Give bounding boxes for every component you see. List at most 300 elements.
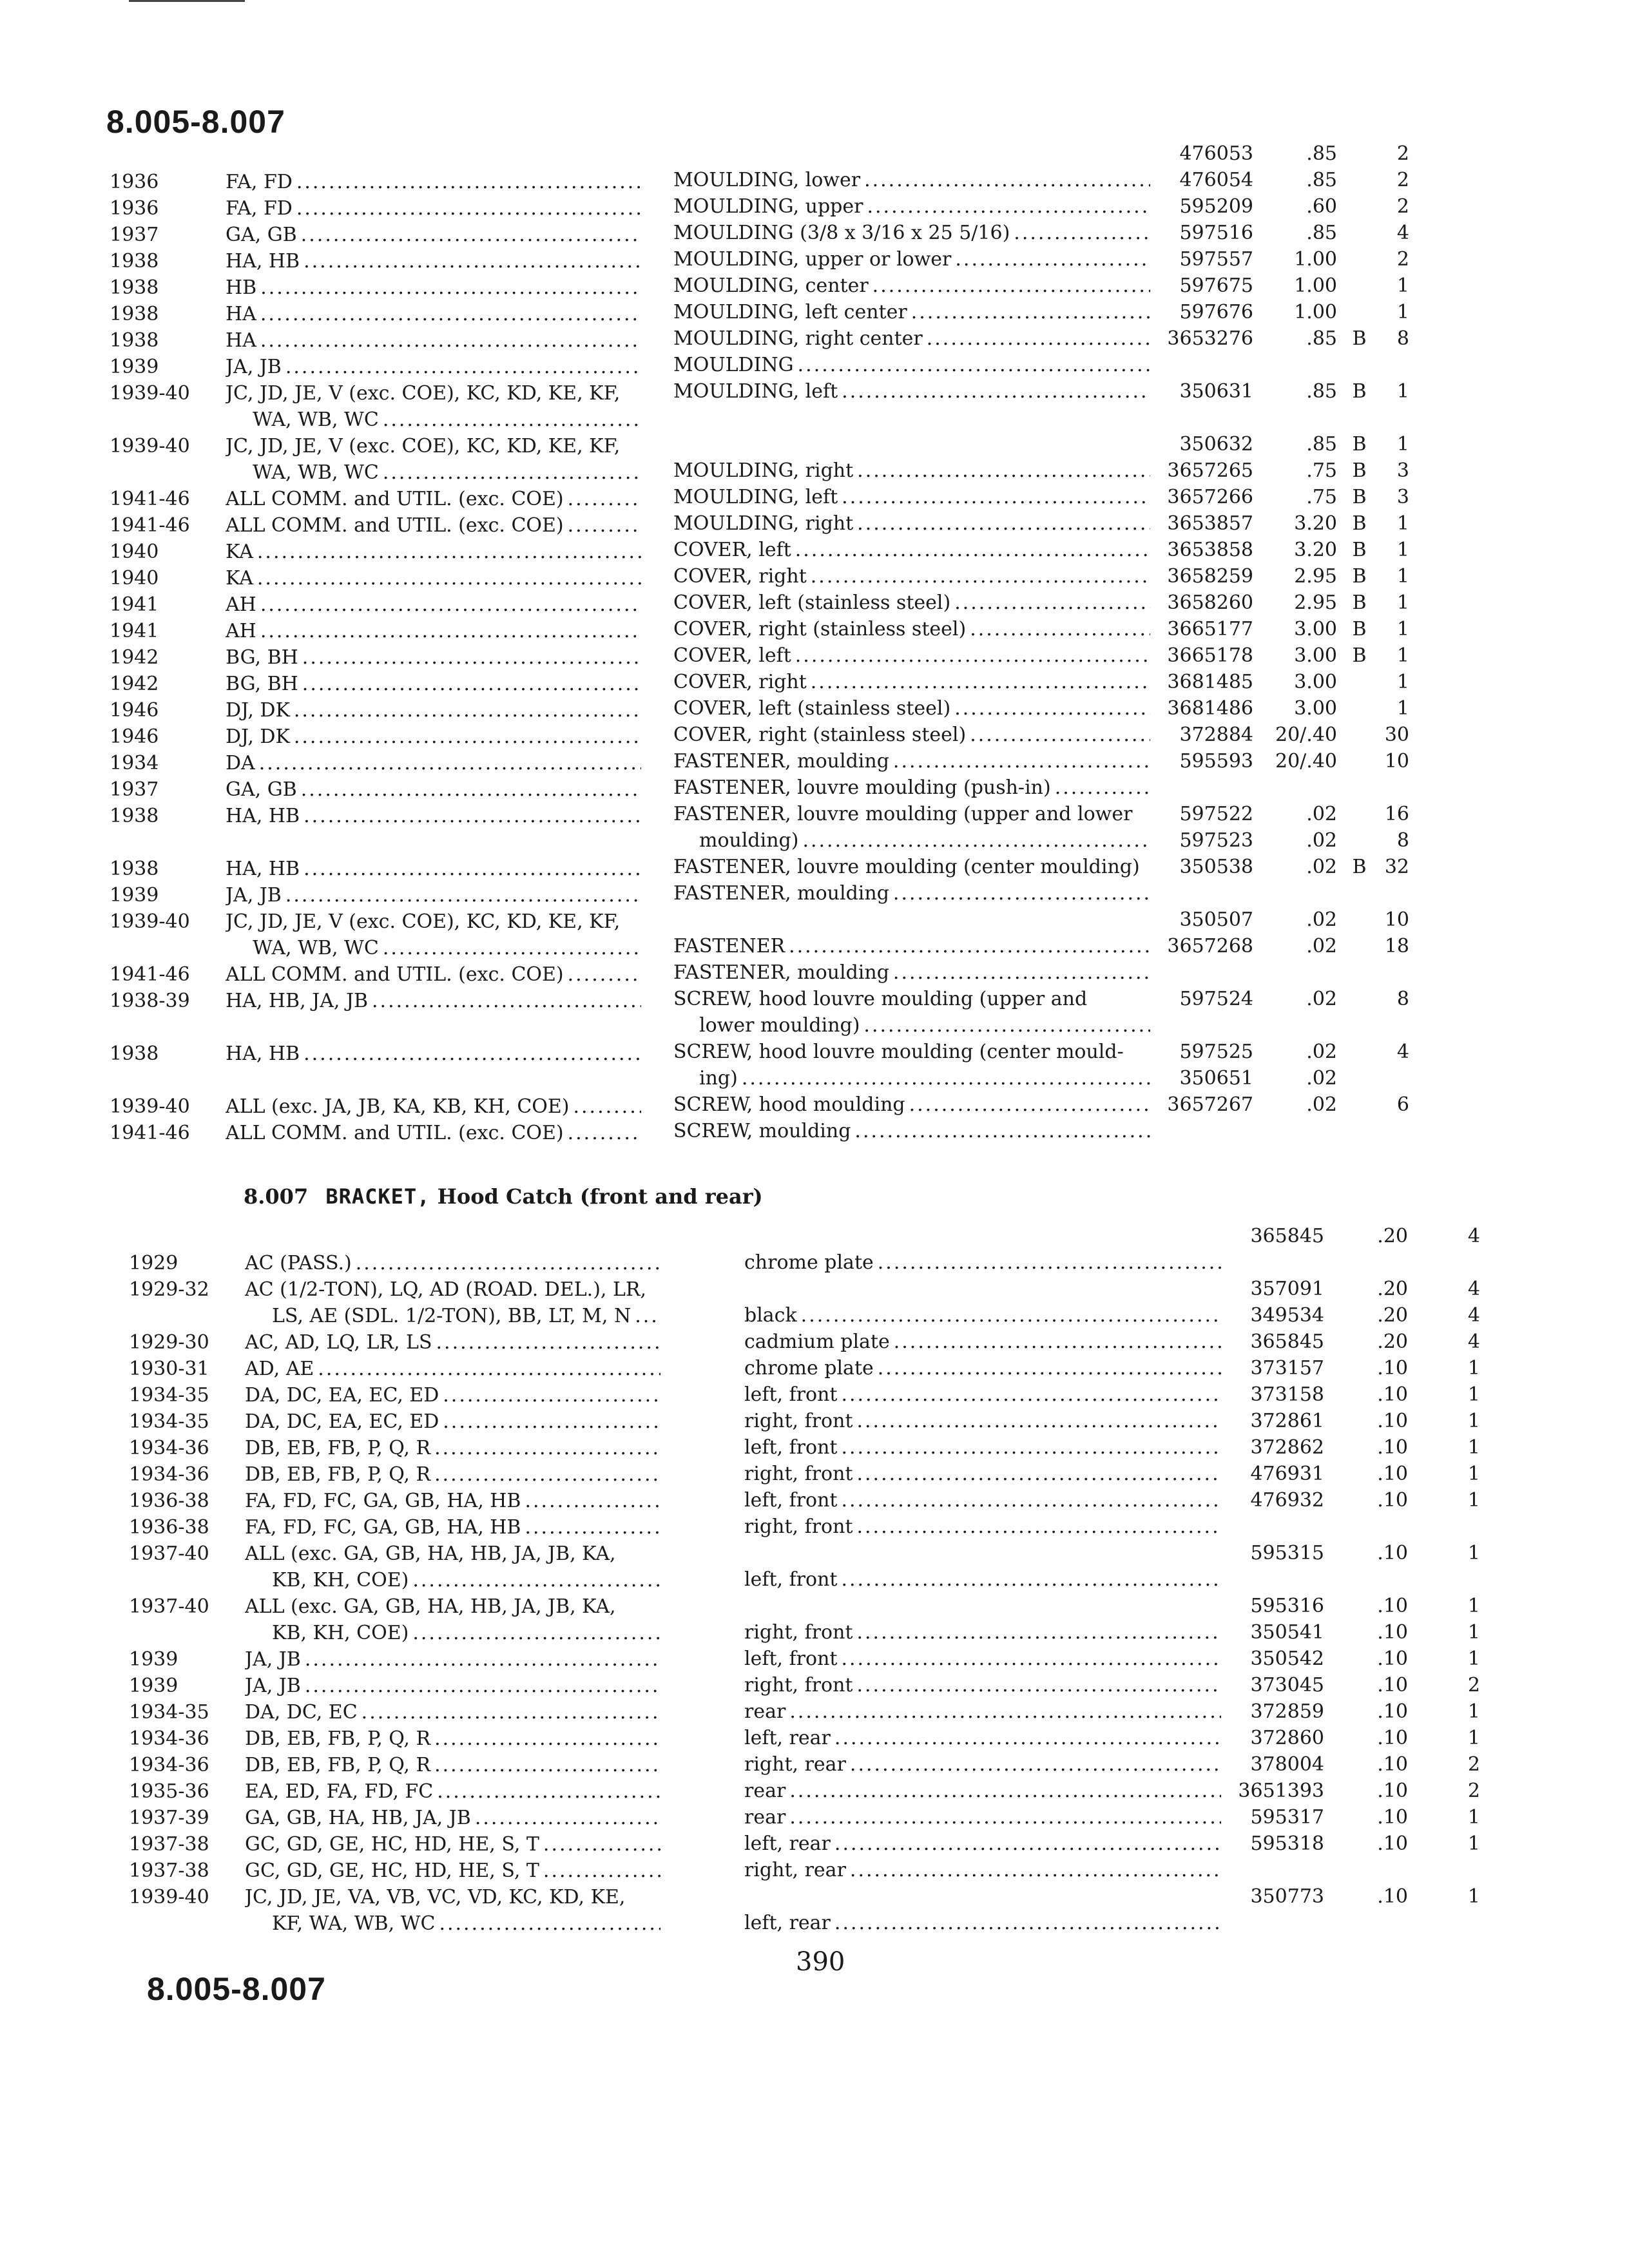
model-codes: KB, KH, COE) <box>272 1569 409 1591</box>
dot-leader <box>434 1461 660 1488</box>
part-description-cell <box>673 1091 1150 1118</box>
part-description: right, front <box>744 1410 853 1432</box>
part-row <box>673 669 1460 695</box>
part-row <box>673 484 1460 510</box>
quantity: 1 <box>1467 1648 1480 1670</box>
list-price: .20 <box>1377 1278 1408 1300</box>
dot-leader <box>259 750 641 776</box>
dot-leader <box>795 642 1150 669</box>
model-codes-cell <box>226 644 641 671</box>
quantity: 6 <box>1396 1093 1409 1116</box>
list-price: .10 <box>1377 1885 1408 1908</box>
model-codes-cell <box>245 1541 660 1567</box>
model-year: 1937-38 <box>129 1860 209 1882</box>
model-year: 1942 <box>110 673 159 695</box>
part-number: 372862 <box>1250 1436 1324 1459</box>
part-number: 3657267 <box>1167 1093 1253 1116</box>
list-price: .75 <box>1306 486 1337 508</box>
model-year: 1939-40 <box>110 1095 190 1118</box>
part-description: COVER, right <box>673 565 807 588</box>
list-price: .02 <box>1306 908 1337 931</box>
scan-edge-line <box>129 0 245 2</box>
model-codes-cell <box>245 1461 660 1488</box>
part-number: 3658259 <box>1167 565 1253 588</box>
applicability-row <box>129 1382 683 1408</box>
part-row <box>673 299 1460 325</box>
dot-leader <box>296 195 641 222</box>
list-price: .10 <box>1377 1700 1408 1723</box>
dot-leader <box>301 222 641 248</box>
model-year: 1934-35 <box>129 1701 209 1724</box>
dot-leader <box>742 1065 1150 1091</box>
quantity: 2 <box>1467 1753 1480 1776</box>
part-number: 597676 <box>1179 301 1253 323</box>
model-year: 1937-40 <box>129 1542 209 1565</box>
list-price: .10 <box>1377 1832 1408 1855</box>
dot-leader <box>867 193 1150 220</box>
dot-leader <box>841 1487 1221 1514</box>
dot-leader <box>798 352 1150 378</box>
part-number: 597522 <box>1179 803 1253 825</box>
part-description: left, front <box>744 1489 838 1512</box>
model-year: 1934-36 <box>129 1437 209 1459</box>
model-codes-cell <box>226 591 641 618</box>
part-number: 3681485 <box>1167 671 1253 693</box>
quantity: 2 <box>1467 1674 1480 1696</box>
part-description-cell <box>744 1698 1221 1725</box>
dot-leader <box>789 933 1150 959</box>
part-number: 3665178 <box>1167 644 1253 667</box>
list-price: .10 <box>1377 1674 1408 1696</box>
part-row <box>673 193 1460 220</box>
applicability-row <box>129 1356 683 1382</box>
dot-leader <box>635 1303 660 1329</box>
quantity: 1 <box>1396 671 1409 693</box>
part-description: MOULDING <box>673 354 794 376</box>
applicability-row <box>110 776 664 803</box>
list-price: 2.95 <box>1294 565 1337 588</box>
applicability-row <box>110 856 664 882</box>
applicability-row <box>110 380 664 407</box>
part-number: 595593 <box>1179 750 1253 773</box>
part-description: left, front <box>744 1648 838 1670</box>
dot-leader <box>568 486 641 512</box>
dot-leader <box>434 1725 660 1752</box>
dot-leader <box>260 618 641 644</box>
quantity: 1 <box>1396 644 1409 667</box>
model-codes-cell <box>245 1910 660 1937</box>
applicability-row <box>110 618 664 644</box>
part-number: 595316 <box>1250 1595 1324 1617</box>
model-codes-cell <box>245 1699 660 1725</box>
part-number: 3653857 <box>1167 512 1253 535</box>
model-codes: JA, JB <box>245 1648 301 1671</box>
part-number: 3653276 <box>1167 327 1253 350</box>
dot-leader <box>878 1249 1221 1276</box>
dot-leader <box>568 512 641 539</box>
model-codes: DB, EB, FB, P, Q, R <box>245 1727 431 1750</box>
part-number: 3681486 <box>1167 697 1253 720</box>
quantity: 1 <box>1396 618 1409 640</box>
dot-leader <box>568 961 641 988</box>
part-description: left, rear <box>744 1832 831 1855</box>
quantity: 1 <box>1396 380 1409 403</box>
list-price: 1.00 <box>1294 248 1337 271</box>
model-codes-cell <box>226 856 641 882</box>
part-row <box>673 827 1460 854</box>
part-description: MOULDING, upper or lower <box>673 248 952 271</box>
part-description-cell <box>673 774 1150 801</box>
applicability-row <box>110 935 664 961</box>
quantity: 2 <box>1467 1780 1480 1802</box>
model-codes: ALL COMM. and UTIL. (exc. COE) <box>226 488 564 510</box>
model-codes-cell <box>226 248 641 274</box>
applicability-row <box>129 1620 683 1646</box>
part-description: chrome plate <box>744 1357 874 1379</box>
applicability-row <box>129 1435 683 1461</box>
list-price: .20 <box>1377 1225 1408 1247</box>
model-codes: HA <box>226 303 256 325</box>
part-number: 3651393 <box>1238 1780 1324 1802</box>
model-year: 1938 <box>110 276 159 299</box>
quantity: 1 <box>1396 539 1409 561</box>
model-year: 1937-40 <box>129 1595 209 1618</box>
model-codes: GC, GD, GE, HC, HD, HE, S, T <box>245 1860 539 1882</box>
model-codes: AC (PASS.) <box>245 1252 352 1274</box>
dot-leader <box>434 1752 660 1778</box>
applicability-row <box>129 1831 683 1858</box>
dot-leader <box>1055 774 1150 801</box>
model-year: 1929-32 <box>129 1278 209 1301</box>
applicability-row <box>129 1673 683 1699</box>
dot-leader <box>863 1012 1150 1039</box>
part-row <box>744 1910 1530 1936</box>
part-number: 476932 <box>1250 1489 1324 1512</box>
model-codes-cell <box>226 539 641 565</box>
model-codes-cell <box>245 1567 660 1593</box>
model-year: 1934-36 <box>129 1754 209 1776</box>
quantity: 10 <box>1384 750 1409 773</box>
applicability-row <box>129 1461 683 1488</box>
quantity: 1 <box>1396 512 1409 535</box>
quantity: 1 <box>1467 1489 1480 1512</box>
dot-leader <box>543 1831 660 1858</box>
quantity: 2 <box>1396 169 1409 191</box>
part-description-cell <box>673 325 1150 352</box>
part-number: 595209 <box>1179 195 1253 218</box>
dot-leader <box>302 644 641 671</box>
model-codes: HA, HB <box>226 858 300 880</box>
model-codes-cell <box>226 671 641 697</box>
applicability-row <box>129 1699 683 1725</box>
model-codes-cell <box>226 776 641 803</box>
dot-leader <box>412 1567 660 1593</box>
model-year: 1929 <box>129 1252 178 1274</box>
dot-leader <box>305 1646 660 1673</box>
model-codes: GA, GB, HA, HB, JA, JB <box>245 1807 471 1829</box>
list-price: .02 <box>1306 988 1337 1010</box>
part-description-cell <box>744 1566 1221 1593</box>
part-row <box>744 1672 1530 1698</box>
part-description: black <box>744 1304 797 1327</box>
dot-leader <box>305 1673 660 1699</box>
part-description-cell <box>673 537 1150 563</box>
dot-leader <box>841 1646 1221 1672</box>
dot-leader <box>437 1778 660 1805</box>
model-year: 1938 <box>110 329 159 352</box>
part-row <box>673 431 1460 457</box>
part-row <box>673 167 1460 193</box>
model-codes-cell <box>245 1725 660 1752</box>
part-number: 476054 <box>1179 169 1253 191</box>
applicability-row <box>110 961 664 988</box>
model-codes: HA, HB <box>226 805 300 827</box>
part-row <box>673 405 1460 431</box>
model-year: 1940 <box>110 541 159 563</box>
quantity: 4 <box>1467 1225 1480 1247</box>
dot-leader <box>296 169 641 195</box>
quantity: 4 <box>1467 1278 1480 1300</box>
quantity: 1 <box>1467 1727 1480 1749</box>
applicability-row <box>110 539 664 565</box>
dot-leader <box>372 988 641 1014</box>
model-codes-cell <box>226 354 641 380</box>
quantity: 1 <box>1467 1595 1480 1617</box>
part-row <box>673 1012 1460 1039</box>
dot-leader <box>841 1566 1221 1593</box>
quantity: 1 <box>1467 1806 1480 1829</box>
part-description-cell <box>744 1381 1221 1408</box>
part-description-cell <box>673 880 1150 907</box>
part-description-cell <box>744 1725 1221 1751</box>
part-description-cell <box>673 748 1150 774</box>
part-description-cell <box>673 986 1150 1012</box>
list-price: 3.00 <box>1294 697 1337 720</box>
part-description: left, rear <box>744 1727 831 1749</box>
dot-leader <box>475 1805 660 1831</box>
part-row <box>744 1646 1530 1672</box>
part-description: moulding) <box>699 829 799 852</box>
model-year: 1937 <box>110 778 159 801</box>
part-row <box>744 1276 1530 1302</box>
part-row <box>744 1566 1530 1593</box>
model-codes-cell <box>226 222 641 248</box>
part-number: 3665177 <box>1167 618 1253 640</box>
part-description-cell <box>673 563 1150 590</box>
applicability-row <box>110 908 664 935</box>
dot-leader <box>927 325 1150 352</box>
part-description: COVER, right (stainless steel) <box>673 618 967 640</box>
section1-applicability-column <box>110 169 664 1146</box>
dot-leader <box>304 248 641 274</box>
model-codes-cell <box>226 380 641 407</box>
part-number: 349534 <box>1250 1304 1324 1327</box>
applicability-row <box>110 829 664 856</box>
applicability-row <box>110 486 664 512</box>
applicability-row <box>129 1884 683 1910</box>
part-description: left, front <box>744 1568 838 1591</box>
part-number: 597557 <box>1179 248 1253 271</box>
part-row <box>744 1831 1530 1857</box>
quantity: 4 <box>1396 222 1409 244</box>
applicability-row <box>129 1250 683 1276</box>
applicability-row <box>129 1910 683 1937</box>
quantity: 18 <box>1384 935 1409 957</box>
model-codes: FA, FD, FC, GA, GB, HA, HB <box>245 1490 521 1512</box>
part-description: MOULDING, center <box>673 274 869 297</box>
dot-leader <box>789 1698 1221 1725</box>
group-code: B <box>1352 856 1367 878</box>
part-description: COVER, left <box>673 539 791 561</box>
dot-leader <box>434 1435 660 1461</box>
quantity: 4 <box>1396 1041 1409 1063</box>
model-codes: WA, WB, WC <box>253 461 379 484</box>
part-description: SCREW, hood moulding <box>673 1093 905 1116</box>
model-codes: DA, DC, EC <box>245 1701 358 1724</box>
group-code: B <box>1352 539 1367 561</box>
part-description: SCREW, moulding <box>673 1120 851 1142</box>
part-number: 3657266 <box>1167 486 1253 508</box>
quantity: 1 <box>1396 697 1409 720</box>
dot-leader <box>304 856 641 882</box>
part-number: 597525 <box>1179 1041 1253 1063</box>
model-codes: BG, BH <box>226 673 298 695</box>
part-row <box>673 801 1460 827</box>
list-price: .85 <box>1306 222 1337 244</box>
dot-leader <box>356 1250 660 1276</box>
part-description: COVER, left <box>673 644 791 667</box>
part-description: left, front <box>744 1383 838 1406</box>
dot-leader <box>856 1619 1221 1646</box>
model-year: 1939 <box>110 884 159 907</box>
list-price: 3.00 <box>1294 644 1337 667</box>
list-price: .10 <box>1377 1463 1408 1485</box>
model-year: 1938 <box>110 250 159 273</box>
dot-leader <box>841 1381 1221 1408</box>
part-description: left, front <box>744 1436 838 1459</box>
part-row <box>673 854 1460 880</box>
part-row <box>673 722 1460 748</box>
model-year: 1939-40 <box>110 910 190 933</box>
part-description: MOULDING, right center <box>673 327 923 350</box>
part-number: 365845 <box>1250 1331 1324 1353</box>
dot-leader <box>543 1858 660 1884</box>
applicability-row <box>110 803 664 829</box>
model-codes: JC, JD, JE, V (exc. COE), KC, KD, KE, KF, <box>226 382 621 405</box>
part-description: rear <box>744 1700 786 1723</box>
dot-leader <box>834 1831 1221 1857</box>
section1-parts-column <box>673 140 1460 1144</box>
section-keyword: BRACKET, <box>325 1184 430 1209</box>
part-row <box>744 1408 1530 1434</box>
model-codes-cell <box>245 1250 660 1276</box>
list-price: .10 <box>1377 1806 1408 1829</box>
section-title-text: Hood Catch (front and rear) <box>437 1184 763 1209</box>
part-description-cell <box>673 352 1150 378</box>
quantity: 4 <box>1467 1331 1480 1353</box>
dot-leader <box>383 935 641 961</box>
part-description-cell <box>744 1514 1221 1540</box>
quantity: 1 <box>1467 1383 1480 1406</box>
model-codes: BG, BH <box>226 646 298 669</box>
model-codes: ALL (exc. JA, JB, KA, KB, KH, COE) <box>226 1095 570 1118</box>
dot-leader <box>436 1329 661 1356</box>
part-row <box>673 378 1460 405</box>
part-description-cell <box>673 1012 1150 1039</box>
model-codes: AD, AE <box>245 1358 314 1380</box>
quantity: 1 <box>1396 274 1409 297</box>
model-codes: JA, JB <box>226 356 282 378</box>
model-codes-cell <box>245 1831 660 1858</box>
part-number: 3658260 <box>1167 591 1253 614</box>
part-description-cell <box>673 959 1150 986</box>
part-description: MOULDING (3/8 x 3/16 x 25 5/16) <box>673 222 1010 244</box>
part-description: MOULDING, upper <box>673 195 863 218</box>
list-price: .10 <box>1377 1410 1408 1432</box>
model-codes: ALL (exc. GA, GB, HA, HB, JA, JB, KA, <box>245 1542 616 1565</box>
part-description-cell <box>673 669 1150 695</box>
part-number: 350773 <box>1250 1885 1324 1908</box>
model-year: 1941 <box>110 593 159 616</box>
part-row <box>673 273 1460 299</box>
model-codes-cell <box>245 1752 660 1778</box>
applicability-row <box>129 1646 683 1673</box>
list-price: 3.00 <box>1294 618 1337 640</box>
part-row <box>673 1039 1460 1065</box>
part-row <box>744 1355 1530 1381</box>
applicability-row <box>110 195 664 222</box>
model-year: 1934-35 <box>129 1410 209 1433</box>
part-number: 350632 <box>1179 433 1253 456</box>
dot-leader <box>789 1778 1221 1804</box>
part-row <box>673 220 1460 246</box>
part-description-cell <box>673 484 1150 510</box>
part-number: 350507 <box>1179 908 1253 931</box>
model-year: 1941-46 <box>110 1122 190 1144</box>
list-price: .85 <box>1306 169 1337 191</box>
dot-leader <box>801 1302 1221 1329</box>
model-year: 1938 <box>110 1043 159 1065</box>
model-year: 1936-38 <box>129 1490 209 1512</box>
model-codes: HA <box>226 329 256 352</box>
quantity: 1 <box>1467 1357 1480 1379</box>
part-number: 372884 <box>1179 724 1253 746</box>
dot-leader <box>318 1356 660 1382</box>
quantity: 1 <box>1467 1700 1480 1723</box>
applicability-row <box>110 327 664 354</box>
part-row <box>673 616 1460 642</box>
model-codes-cell <box>226 961 641 988</box>
list-price: .85 <box>1306 142 1337 165</box>
model-codes-cell <box>245 1673 660 1699</box>
part-description: FASTENER, louvre moulding (push-in) <box>673 776 1051 799</box>
part-description: cadmium plate <box>744 1331 890 1353</box>
model-codes: JA, JB <box>226 884 282 907</box>
part-row <box>744 1593 1530 1619</box>
model-codes: HB <box>226 276 257 299</box>
part-description-cell <box>744 1857 1221 1883</box>
part-row <box>673 1118 1460 1144</box>
list-price: 1.00 <box>1294 301 1337 323</box>
part-description-cell <box>744 1434 1221 1461</box>
model-year: 1929-30 <box>129 1331 209 1354</box>
dot-leader <box>894 1329 1221 1355</box>
model-year: 1937-39 <box>129 1807 209 1829</box>
part-row <box>744 1461 1530 1487</box>
part-description-cell <box>673 510 1150 537</box>
dot-leader <box>872 273 1150 299</box>
part-row <box>744 1857 1530 1883</box>
